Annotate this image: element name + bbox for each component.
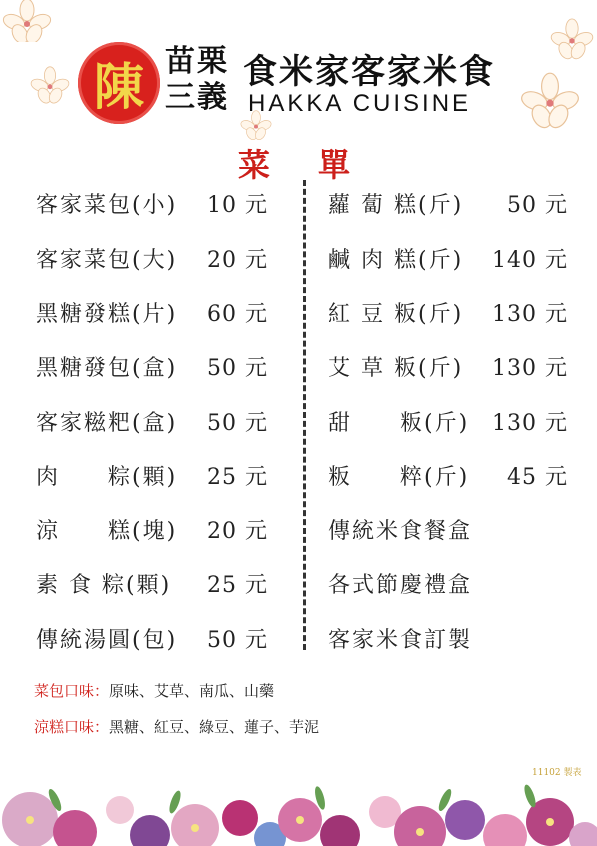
seal-character: 陳 — [94, 57, 144, 116]
flavor-note-text: 黑糖、紅豆、綠豆、蓮子、芋泥 — [109, 718, 320, 736]
item-name: 艾 草 粄(斤) — [328, 356, 464, 381]
menu-item — [328, 623, 568, 659]
item-name: 客家菜包(大) — [36, 248, 178, 273]
item-price: 60 元 — [207, 302, 268, 327]
item-price: 50 元 — [207, 628, 268, 653]
print-stamp: 11102 製表 — [532, 768, 582, 778]
item-name: 各式節慶禮盒 — [328, 573, 473, 598]
menu-title: 菜單 — [238, 146, 399, 184]
location-label — [165, 44, 229, 116]
menu-item — [36, 623, 268, 659]
menu-item — [36, 460, 268, 496]
menu-item — [36, 568, 268, 604]
menu-item — [328, 514, 568, 550]
flower-icon — [520, 72, 580, 132]
flower-icon — [2, 0, 52, 42]
menu-item — [328, 351, 568, 387]
flavor-note — [34, 680, 274, 701]
item-name: 傳統湯圓(包) — [36, 628, 178, 653]
item-name: 黑糖發包(盒) — [36, 356, 178, 381]
item-price: 25 元 — [207, 465, 268, 490]
item-price: 50 元 — [207, 356, 268, 381]
item-price: 20 元 — [207, 248, 268, 273]
item-name: 鹹 肉 糕(斤) — [328, 248, 464, 273]
flower-icon — [550, 18, 594, 62]
brand-name-english: HAKKA CUISINE — [248, 90, 472, 117]
item-name: 甜 粄(斤) — [328, 411, 470, 436]
menu-item — [36, 188, 268, 224]
location-line-1: 苗栗 — [165, 44, 229, 79]
menu-item — [328, 188, 568, 224]
item-price: 130 元 — [492, 411, 568, 436]
flower-icon — [30, 66, 70, 106]
item-price: 20 元 — [207, 519, 268, 544]
item-price: 10 元 — [207, 193, 268, 218]
item-price: 130 元 — [492, 356, 568, 381]
menu-item — [36, 406, 268, 442]
item-name: 客家菜包(小) — [36, 193, 178, 218]
menu-item — [36, 514, 268, 550]
location-line-2: 三義 — [165, 80, 229, 115]
menu-item — [36, 243, 268, 279]
menu-item — [328, 568, 568, 604]
item-price: 50 元 — [507, 193, 568, 218]
menu-item — [36, 297, 268, 333]
chen-seal-logo — [78, 42, 160, 124]
floral-border-decoration — [0, 740, 597, 846]
menu-item — [328, 460, 568, 496]
item-price: 25 元 — [207, 573, 268, 598]
column-divider — [303, 180, 306, 650]
item-price: 130 元 — [492, 302, 568, 327]
menu-item — [328, 406, 568, 442]
item-price: 140 元 — [492, 248, 568, 273]
item-price: 50 元 — [207, 411, 268, 436]
item-name: 客家米食訂製 — [328, 628, 473, 653]
item-name: 涼 糕(塊) — [36, 519, 178, 544]
item-name: 粄 粹(斤) — [328, 465, 470, 490]
item-name: 肉 粽(顆) — [36, 465, 178, 490]
menu-item — [328, 243, 568, 279]
flavor-note-text: 原味、艾草、南瓜、山藥 — [109, 682, 275, 700]
item-price: 45 元 — [507, 465, 568, 490]
brand-name-chinese: 食米家客家米食 — [243, 52, 495, 92]
item-name: 紅 豆 粄(斤) — [328, 302, 464, 327]
flavor-note — [34, 716, 319, 737]
menu-item — [36, 351, 268, 387]
item-name: 傳統米食餐盒 — [328, 519, 473, 544]
flavor-note-label: 菜包口味： — [34, 682, 110, 700]
item-name: 素 食 粽(顆) — [36, 573, 172, 598]
flavor-note-label: 涼糕口味： — [34, 718, 110, 736]
item-name: 黑糖發糕(片) — [36, 302, 178, 327]
item-name: 客家糍粑(盒) — [36, 411, 178, 436]
menu-item — [328, 297, 568, 333]
item-name: 蘿 蔔 糕(斤) — [328, 193, 464, 218]
